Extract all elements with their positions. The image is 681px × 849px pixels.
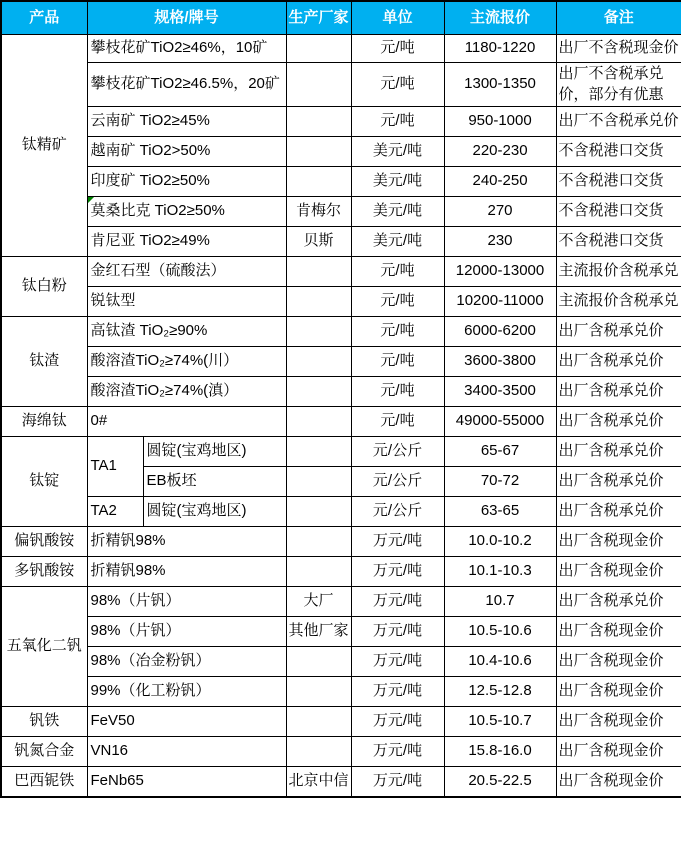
unit-cell: 万元/吨: [351, 647, 444, 677]
table-row: [1, 407, 681, 437]
price-cell: 1180-1220: [444, 35, 556, 63]
product-cell: 钛锭: [1, 437, 87, 527]
comment-marker-icon: [88, 197, 94, 203]
spec-cell: 酸溶渣TiO₂≥74%(川）: [87, 347, 286, 377]
table-row: [1, 557, 681, 587]
spec-cell: 锐钛型: [87, 287, 286, 317]
product-cell: 海绵钛: [1, 407, 87, 437]
unit-cell: 元/吨: [351, 377, 444, 407]
table-row: [1, 587, 681, 617]
manufacturer-cell: [286, 557, 351, 587]
header-unit: 单位: [351, 1, 444, 35]
spec-grade-cell: TA2: [87, 497, 143, 527]
product-cell: 钛渣: [1, 317, 87, 407]
note-cell: 出厂含税承兑价: [556, 497, 681, 527]
price-cell: 3600-3800: [444, 347, 556, 377]
manufacturer-cell: [286, 347, 351, 377]
price-cell: 3400-3500: [444, 377, 556, 407]
price-cell: 10.0-10.2: [444, 527, 556, 557]
table-row: [1, 317, 681, 347]
header-manufacturer: 生产厂家: [286, 1, 351, 35]
price-cell: 12.5-12.8: [444, 677, 556, 707]
note-cell: 不含税港口交货: [556, 167, 681, 197]
product-cell: 钒氮合金: [1, 737, 87, 767]
note-cell: 出厂含税现金价: [556, 677, 681, 707]
table-body: [1, 35, 681, 797]
header-note: 备注: [556, 1, 681, 35]
price-cell: 20.5-22.5: [444, 767, 556, 797]
table-row: [1, 227, 681, 257]
note-cell: 出厂含税承兑价: [556, 347, 681, 377]
spec-cell: 云南矿 TiO2≥45%: [87, 107, 286, 137]
price-cell: 10.7: [444, 587, 556, 617]
product-cell: 多钒酸铵: [1, 557, 87, 587]
product-cell: 钛精矿: [1, 35, 87, 257]
manufacturer-cell: [286, 737, 351, 767]
note-cell: 出厂含税现金价: [556, 557, 681, 587]
note-cell: 出厂含税现金价: [556, 647, 681, 677]
unit-cell: 元/吨: [351, 107, 444, 137]
header-row: [1, 1, 681, 35]
spec-cell: 越南矿 TiO2>50%: [87, 137, 286, 167]
unit-cell: 元/公斤: [351, 467, 444, 497]
table-row: [1, 35, 681, 63]
product-cell: 偏钒酸铵: [1, 527, 87, 557]
table-row: [1, 107, 681, 137]
note-cell: 出厂含税承兑价: [556, 377, 681, 407]
table-row: [1, 677, 681, 707]
unit-cell: 万元/吨: [351, 527, 444, 557]
table-row: [1, 617, 681, 647]
manufacturer-cell: [286, 377, 351, 407]
header-spec: 规格/牌号: [87, 1, 286, 35]
note-cell: 主流报价含税承兑: [556, 287, 681, 317]
manufacturer-cell: 贝斯: [286, 227, 351, 257]
table-row: [1, 497, 681, 527]
product-cell: 巴西铌铁: [1, 767, 87, 797]
spec-cell: FeNb65: [87, 767, 286, 797]
price-cell: 65-67: [444, 437, 556, 467]
price-cell: 270: [444, 197, 556, 227]
unit-cell: 美元/吨: [351, 167, 444, 197]
unit-cell: 元/吨: [351, 317, 444, 347]
manufacturer-cell: [286, 647, 351, 677]
spec-cell: 99%（化工粉钒）: [87, 677, 286, 707]
unit-cell: 万元/吨: [351, 557, 444, 587]
table-row: [1, 197, 681, 227]
manufacturer-cell: [286, 107, 351, 137]
spec-grade-cell: TA1: [87, 437, 143, 497]
unit-cell: 美元/吨: [351, 227, 444, 257]
price-cell: 240-250: [444, 167, 556, 197]
price-cell: 10200-11000: [444, 287, 556, 317]
note-cell: 出厂含税承兑价: [556, 407, 681, 437]
price-cell: 10.4-10.6: [444, 647, 556, 677]
product-cell: 钒铁: [1, 707, 87, 737]
spec-cell: 攀枝花矿TiO2≥46%，10矿: [87, 35, 286, 63]
manufacturer-cell: [286, 137, 351, 167]
unit-cell: 万元/吨: [351, 767, 444, 797]
spec-cell: 酸溶渣TiO₂≥74%(滇）: [87, 377, 286, 407]
table-row: [1, 167, 681, 197]
manufacturer-cell: [286, 407, 351, 437]
unit-cell: 万元/吨: [351, 737, 444, 767]
price-cell: 63-65: [444, 497, 556, 527]
spec-cell: 攀枝花矿TiO2≥46.5%，20矿: [87, 63, 286, 107]
unit-cell: 万元/吨: [351, 617, 444, 647]
unit-cell: 元/公斤: [351, 497, 444, 527]
unit-cell: 万元/吨: [351, 587, 444, 617]
note-cell: 不含税港口交货: [556, 197, 681, 227]
unit-cell: 元/吨: [351, 287, 444, 317]
table-row: [1, 287, 681, 317]
table-row: [1, 377, 681, 407]
unit-cell: 元/吨: [351, 35, 444, 63]
table-row: [1, 437, 681, 467]
price-cell: 12000-13000: [444, 257, 556, 287]
product-cell: 五氧化二钒: [1, 587, 87, 707]
manufacturer-cell: [286, 63, 351, 107]
manufacturer-cell: 其他厂家: [286, 617, 351, 647]
header-product: 产品: [1, 1, 87, 35]
note-cell: 出厂不含税承兑价，部分有优惠: [556, 63, 681, 107]
manufacturer-cell: 北京中信: [286, 767, 351, 797]
manufacturer-cell: [286, 527, 351, 557]
price-cell: 10.1-10.3: [444, 557, 556, 587]
manufacturer-cell: [286, 167, 351, 197]
note-cell: 出厂含税现金价: [556, 527, 681, 557]
spec-cell: 金红石型（硫酸法）: [87, 257, 286, 287]
manufacturer-cell: [286, 467, 351, 497]
note-cell: 出厂含税承兑价: [556, 467, 681, 497]
manufacturer-cell: [286, 497, 351, 527]
table-row: [1, 347, 681, 377]
manufacturer-cell: [286, 257, 351, 287]
header-price: 主流报价: [444, 1, 556, 35]
table-row: [1, 63, 681, 107]
table-row: [1, 137, 681, 167]
spec-cell: 肯尼亚 TiO2≥49%: [87, 227, 286, 257]
note-cell: 出厂不含税现金价: [556, 35, 681, 63]
price-cell: 15.8-16.0: [444, 737, 556, 767]
spec-cell: FeV50: [87, 707, 286, 737]
spec-cell: 高钛渣 TiO₂≥90%: [87, 317, 286, 347]
manufacturer-cell: [286, 35, 351, 63]
note-cell: 出厂含税承兑价: [556, 587, 681, 617]
table-row: [1, 707, 681, 737]
unit-cell: 元/吨: [351, 407, 444, 437]
note-cell: 主流报价含税承兑: [556, 257, 681, 287]
spec-cell: 印度矿 TiO2≥50%: [87, 167, 286, 197]
unit-cell: 元/吨: [351, 257, 444, 287]
spec-cell: 98%（片钒）: [87, 617, 286, 647]
unit-cell: 万元/吨: [351, 707, 444, 737]
unit-cell: 元/吨: [351, 63, 444, 107]
price-cell: 10.5-10.7: [444, 707, 556, 737]
spec-cell: 0#: [87, 407, 286, 437]
table-row: [1, 767, 681, 797]
price-cell: 950-1000: [444, 107, 556, 137]
unit-cell: 美元/吨: [351, 137, 444, 167]
note-cell: 出厂含税现金价: [556, 707, 681, 737]
spec-form-cell: EB板坯: [143, 467, 286, 497]
note-cell: 出厂含税现金价: [556, 617, 681, 647]
price-cell: 230: [444, 227, 556, 257]
manufacturer-cell: 大厂: [286, 587, 351, 617]
manufacturer-cell: [286, 317, 351, 347]
manufacturer-cell: [286, 677, 351, 707]
note-cell: 出厂含税承兑价: [556, 317, 681, 347]
price-cell: 10.5-10.6: [444, 617, 556, 647]
price-cell: 70-72: [444, 467, 556, 497]
note-cell: 出厂不含税承兑价: [556, 107, 681, 137]
spec-form-cell: 圆锭(宝鸡地区): [143, 497, 286, 527]
spec-cell: 折精钒98%: [87, 527, 286, 557]
spec-cell: VN16: [87, 737, 286, 767]
spec-cell: 98%（冶金粉钒）: [87, 647, 286, 677]
manufacturer-cell: [286, 437, 351, 467]
spec-cell: 98%（片钒）: [87, 587, 286, 617]
price-cell: 49000-55000: [444, 407, 556, 437]
price-cell: 6000-6200: [444, 317, 556, 347]
spec-form-cell: 圆锭(宝鸡地区): [143, 437, 286, 467]
note-cell: 出厂含税承兑价: [556, 437, 681, 467]
table-row: [1, 737, 681, 767]
product-cell: 钛白粉: [1, 257, 87, 317]
note-cell: 不含税港口交货: [556, 227, 681, 257]
table-row: [1, 527, 681, 557]
note-cell: 出厂含税现金价: [556, 767, 681, 797]
unit-cell: 元/吨: [351, 347, 444, 377]
manufacturer-cell: [286, 707, 351, 737]
price-cell: 1300-1350: [444, 63, 556, 107]
price-cell: 220-230: [444, 137, 556, 167]
table-row: [1, 257, 681, 287]
manufacturer-cell: [286, 287, 351, 317]
unit-cell: 万元/吨: [351, 677, 444, 707]
table-row: [1, 647, 681, 677]
note-cell: 出厂含税现金价: [556, 737, 681, 767]
unit-cell: 元/公斤: [351, 437, 444, 467]
unit-cell: 美元/吨: [351, 197, 444, 227]
spec-cell: 莫桑比克 TiO2≥50%: [87, 197, 286, 227]
manufacturer-cell: 肯梅尔: [286, 197, 351, 227]
spec-cell: 折精钒98%: [87, 557, 286, 587]
note-cell: 不含税港口交货: [556, 137, 681, 167]
table-header: [1, 1, 681, 35]
